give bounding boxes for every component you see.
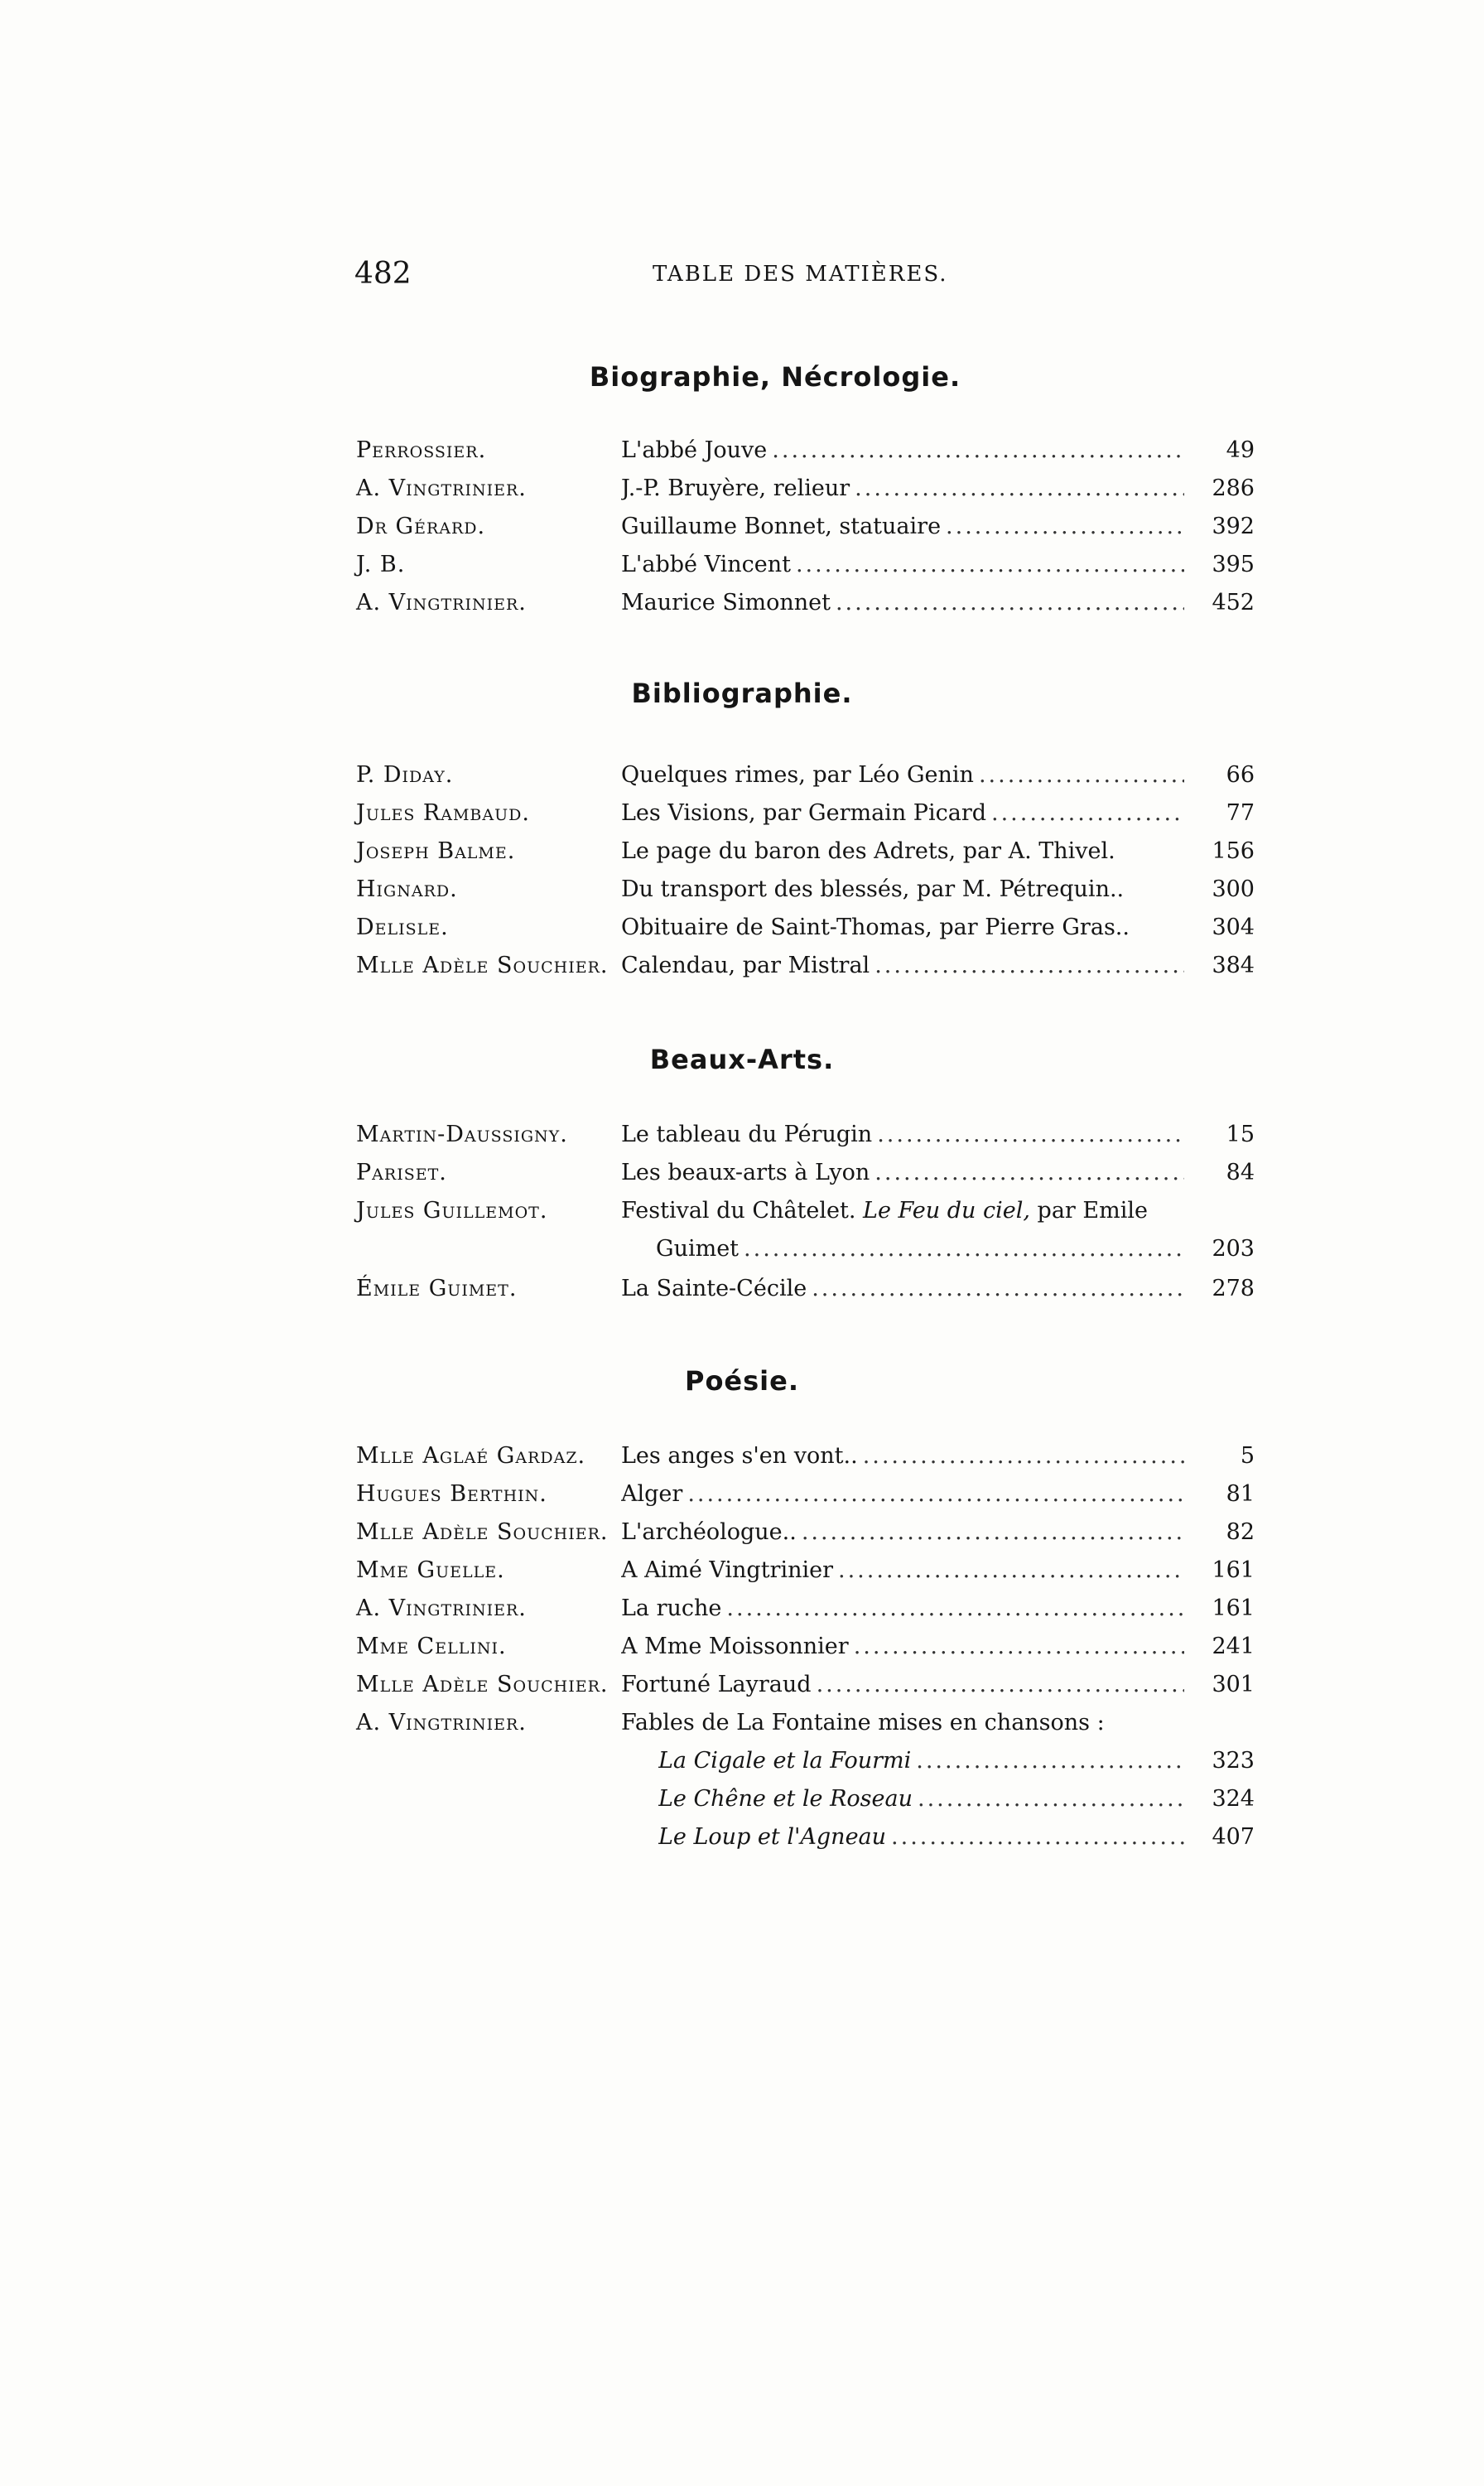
entry-page: 49: [1226, 437, 1255, 463]
toc-entry: [356, 1436, 1255, 1476]
entry-author: Hugues Berthin.: [356, 1481, 547, 1507]
entry-author: Joseph Balme.: [356, 838, 516, 864]
entry-title: Calendau, par Mistral: [621, 953, 870, 978]
dot-leader: [855, 469, 1184, 509]
toc-entry: [356, 469, 1255, 509]
dot-leader: [802, 1513, 1184, 1552]
page-header: [354, 257, 1249, 298]
entry-page: 241: [1212, 1634, 1255, 1659]
entry-page: 452: [1212, 590, 1255, 615]
section-title-biographie: Biographie, Nécrologie.: [589, 361, 961, 393]
toc-entry: [356, 946, 1255, 986]
entry-page: 278: [1212, 1276, 1255, 1301]
toc-entry: [356, 794, 1255, 833]
entry-page: 15: [1226, 1122, 1255, 1147]
toc-subentry: [356, 1817, 1255, 1857]
entry-author: Jules Guillemot.: [356, 1198, 548, 1224]
entry-title: Les beaux-arts à Lyon: [621, 1160, 870, 1185]
entry-author: Dr Gérard.: [356, 514, 486, 539]
dot-leader: [918, 1779, 1184, 1819]
toc-entry: [356, 583, 1255, 623]
dot-leader: [877, 1115, 1184, 1155]
entry-page: 304: [1212, 915, 1255, 940]
entry-page: 5: [1240, 1443, 1255, 1469]
toc-entry: [356, 1153, 1255, 1193]
entry-title: J.-P. Bruyère, relieur: [621, 475, 850, 501]
toc-subentry: [356, 1741, 1255, 1781]
entry-author: Delisle.: [356, 915, 449, 940]
dot-leader: [854, 1627, 1184, 1667]
entry-title: Les Visions, par Germain Picard: [621, 800, 987, 826]
toc-entry: [356, 1191, 1255, 1231]
entry-author: Jules Rambaud.: [356, 800, 530, 826]
entry-title: Obituaire de Saint-Thomas, par Pierre Gras..: [621, 915, 1130, 940]
entry-title: Les anges s'en vont..: [621, 1443, 858, 1469]
toc-entry: [356, 1627, 1255, 1667]
dot-leader: [863, 1436, 1184, 1476]
entry-page: 66: [1226, 762, 1255, 788]
toc-entry: [356, 1115, 1255, 1155]
entry-title: A Mme Moissonnier: [621, 1634, 849, 1659]
entry-author: Mlle Adèle Souchier.: [356, 1519, 609, 1545]
toc-entry: [356, 1513, 1255, 1552]
entry-page: 384: [1212, 953, 1255, 978]
dot-leader: [744, 1229, 1184, 1269]
entry-title: Le Chêne et le Roseau: [658, 1786, 913, 1812]
entry-title: Le page du baron des Adrets, par A. Thivel.: [621, 838, 1115, 864]
entry-title-line: [621, 1191, 1148, 1231]
toc-entry: [356, 832, 1255, 871]
page-number: 482: [354, 257, 412, 291]
dot-leader: [991, 794, 1184, 833]
entry-author: Mlle Adèle Souchier.: [356, 1672, 609, 1697]
entry-author: Mme Cellini.: [356, 1634, 507, 1659]
entry-author: J. B.: [356, 552, 406, 577]
entry-author: A. Vingtrinier.: [356, 1710, 527, 1735]
entry-page: 395: [1212, 552, 1255, 577]
dot-leader: [891, 1817, 1184, 1857]
dot-leader: [726, 1589, 1184, 1629]
section-title-bibliographie: Bibliographie.: [631, 678, 853, 709]
dot-leader: [772, 431, 1184, 471]
entry-title: La Sainte-Cécile: [621, 1276, 807, 1301]
entry-author: Mme Guelle.: [356, 1557, 505, 1583]
entry-page: 324: [1212, 1786, 1255, 1812]
dot-leader: [838, 1551, 1184, 1591]
toc-entry: [356, 507, 1255, 547]
dot-leader: [687, 1475, 1184, 1514]
toc-entry: [356, 1589, 1255, 1629]
entry-title: Fortuné Layraud: [621, 1672, 812, 1697]
toc-entry-continuation: [356, 1229, 1255, 1269]
toc-entry: [356, 755, 1255, 795]
toc-subentry: [356, 1779, 1255, 1819]
entry-author: Martin-Daussigny.: [356, 1122, 568, 1147]
toc-entry: [356, 1475, 1255, 1514]
entry-page: 77: [1226, 800, 1255, 826]
entry-title: Du transport des blessés, par M. Pétrequin..: [621, 876, 1125, 902]
entry-page: 84: [1226, 1160, 1255, 1185]
entry-page: 161: [1212, 1595, 1255, 1621]
entry-page: 82: [1226, 1519, 1255, 1545]
entry-author: Perrossier.: [356, 437, 487, 463]
entry-page: 407: [1212, 1824, 1255, 1850]
entry-title-rest: par Emile: [1037, 1198, 1148, 1224]
entry-page: 300: [1212, 876, 1255, 902]
entry-author: A. Vingtrinier.: [356, 1595, 527, 1621]
entry-author: Pariset.: [356, 1160, 447, 1185]
entry-title: La ruche: [621, 1595, 722, 1621]
dot-leader: [874, 1153, 1184, 1193]
dot-leader: [979, 755, 1184, 795]
entry-author: A. Vingtrinier.: [356, 590, 527, 615]
toc-entry: [356, 1665, 1255, 1705]
entry-page: 203: [1212, 1236, 1255, 1262]
entry-page: 81: [1226, 1481, 1255, 1507]
section-title-beaux-arts: Beaux-Arts.: [649, 1044, 835, 1075]
entry-title: Quelques rimes, par Léo Genin: [621, 762, 974, 788]
entry-title: Le Loup et l'Agneau: [658, 1824, 887, 1850]
entry-page: 156: [1212, 838, 1255, 864]
entry-page: 161: [1212, 1557, 1255, 1583]
entry-title: Fables de La Fontaine mises en chansons :: [621, 1710, 1105, 1735]
entry-title: Guillaume Bonnet, statuaire: [621, 514, 942, 539]
dot-leader: [796, 545, 1184, 585]
entry-author: A. Vingtrinier.: [356, 475, 527, 501]
dot-leader: [817, 1665, 1184, 1705]
entry-title: La Cigale et la Fourmi: [658, 1748, 912, 1774]
entry-title: L'archéologue..: [621, 1519, 797, 1545]
toc-entry: [356, 1269, 1255, 1309]
toc-entry: [356, 1703, 1255, 1743]
entry-title-continuation: Guimet: [656, 1236, 740, 1262]
entry-author: Mlle Aglaé Gardaz.: [356, 1443, 586, 1469]
entry-page: 301: [1212, 1672, 1255, 1697]
entry-title: L'abbé Jouve: [621, 437, 768, 463]
entry-title: L'abbé Vincent: [621, 552, 791, 577]
section-title-poesie: Poésie.: [684, 1365, 799, 1397]
entry-page: 286: [1212, 475, 1255, 501]
toc-entry: [356, 870, 1255, 910]
entry-author: Émile Guimet.: [356, 1276, 518, 1301]
entry-title: Maurice Simonnet: [621, 590, 831, 615]
entry-page: 323: [1212, 1748, 1255, 1774]
entry-title: Alger: [621, 1481, 683, 1507]
toc-entry: [356, 1551, 1255, 1591]
dot-leader: [946, 507, 1184, 547]
entry-title: A Aimé Vingtrinier: [621, 1557, 834, 1583]
dot-leader: [916, 1741, 1184, 1781]
entry-title-italic: Le Feu du ciel,: [863, 1198, 1030, 1224]
running-title: TABLE DES MATIÈRES.: [653, 262, 948, 287]
toc-entry: [356, 431, 1255, 471]
entry-title: Le tableau du Pérugin: [621, 1122, 873, 1147]
entry-author: Mlle Adèle Souchier.: [356, 953, 609, 978]
toc-entry: [356, 545, 1255, 585]
entry-title: Festival du Châtelet.: [621, 1198, 856, 1224]
entry-page: 392: [1212, 514, 1255, 539]
dot-leader: [874, 946, 1184, 986]
dot-leader: [812, 1269, 1184, 1309]
toc-entry: [356, 908, 1255, 948]
dot-leader: [836, 583, 1184, 623]
entry-author: P. Diday.: [356, 762, 454, 788]
entry-author: Hignard.: [356, 876, 458, 902]
